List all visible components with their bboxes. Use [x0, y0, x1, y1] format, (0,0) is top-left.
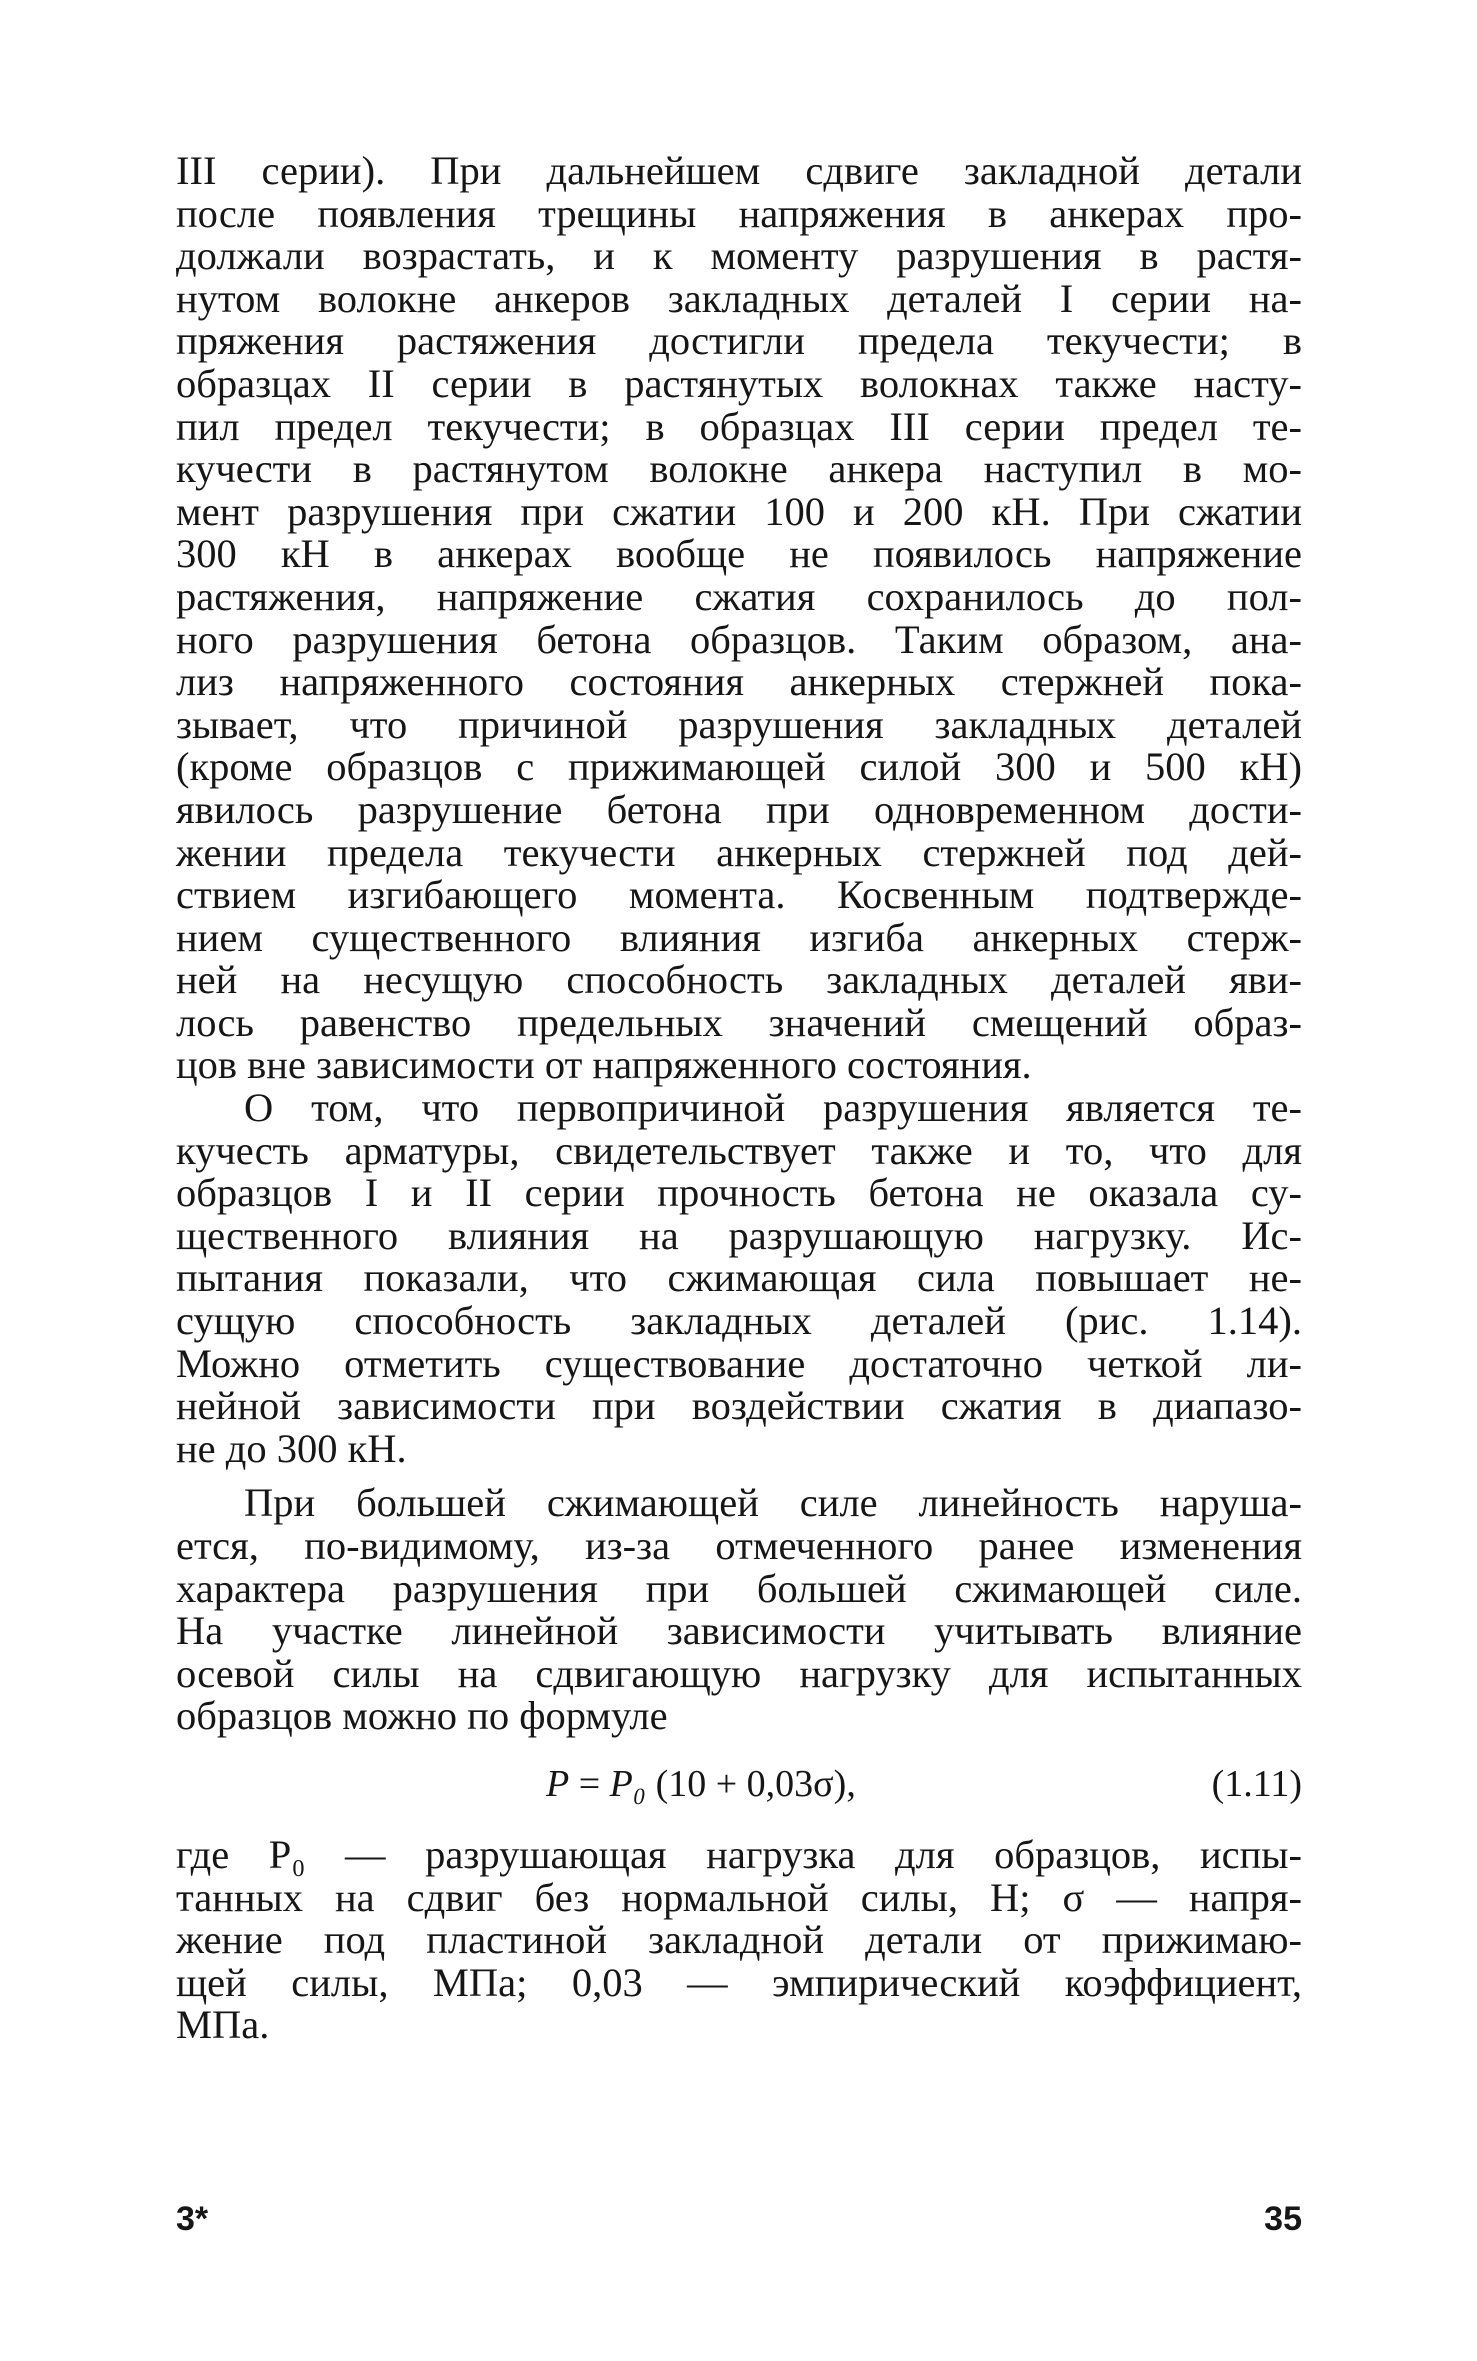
- text-line: III серии). При дальнейшем сдвиге закладной детали: [176, 148, 1302, 193]
- text-line: ется, по-видимому, из-за отмеченного ранее изменения: [176, 1523, 1302, 1568]
- equation-number: (1.11): [1211, 1762, 1302, 1805]
- paragraph-1: [176, 150, 1302, 1087]
- text-line: нием существенного влияния изгиба анкерных стерж-: [176, 914, 1302, 960]
- text-line: нейной зависимости при воздействии сжатия в диапазо-: [176, 1383, 1302, 1429]
- text-line: ного разрушения бетона образцов. Таким образом, ана-: [176, 616, 1302, 662]
- text-line: образцах II серии в растянутых волокнах также насту-: [176, 360, 1302, 406]
- text-line: цов вне зависимости от напряженного состояния.: [176, 1042, 1032, 1088]
- text-line: жение под пластиной закладной детали от прижимаю-: [176, 1917, 1302, 1963]
- paragraph-2: [176, 1087, 1302, 1470]
- text-line: сущую способность закладных деталей (рис. 1.14).: [176, 1298, 1302, 1344]
- text-line: щественного влияния на разрушающую нагрузку. Ис-: [176, 1212, 1302, 1258]
- text-line: должали возрастать, и к моменту разрушения в растя-: [176, 233, 1302, 279]
- formula-p0: P₀: [609, 1762, 647, 1805]
- text-line: танных на сдвиг без нормальной силы, Н; σ — напря-: [176, 1874, 1302, 1920]
- page-body: [176, 150, 1302, 2047]
- text-line: 300 кН в анкерах вообще не появилось напряжение: [176, 531, 1302, 577]
- text-line: лось равенство предельных значений смещений образ-: [176, 999, 1302, 1045]
- formula-1-11: [176, 1738, 1302, 1834]
- text-line: после появления трещины напряжения в анкерах про-: [176, 190, 1302, 236]
- text-line: МПа.: [176, 2002, 270, 2048]
- page-number: 35: [1264, 2200, 1302, 2238]
- text-line: жении предела текучести анкерных стержней под дей-: [176, 829, 1302, 875]
- text-line: щей силы, МПа; 0,03 — эмпирический коэффициент,: [176, 1959, 1302, 2005]
- text-line: зывает, что причиной разрушения закладных деталей: [176, 701, 1302, 747]
- text-line: Можно отметить существование достаточно четкой ли-: [176, 1340, 1302, 1386]
- text-line: ствием изгибающего момента. Косвенным подтвержде-: [176, 872, 1302, 918]
- text-line: не до 300 кН.: [176, 1425, 407, 1471]
- text-line: где P₀ — разрушающая нагрузка для образцов, испы-: [176, 1831, 1302, 1877]
- text-line: лиз напряженного состояния анкерных стержней пока-: [176, 659, 1302, 705]
- text-line: пил предел текучести; в образцах III серии предел те-: [176, 403, 1302, 449]
- text-line: пряжения растяжения достигли предела текучести; в: [176, 318, 1302, 364]
- paragraph-4: [176, 1831, 1302, 2048]
- text-line: растяжения, напряжение сжатия сохранилось до пол-: [176, 573, 1302, 619]
- text-line: образцов можно по формуле: [176, 1693, 668, 1739]
- text-line: ней на несущую способность закладных деталей яви-: [176, 957, 1302, 1003]
- text-line: (кроме образцов с прижимающей силой 300 и 500 кН): [176, 744, 1302, 790]
- text-line: пытания показали, что сжимающая сила повышает не-: [176, 1255, 1302, 1301]
- text-line: характера разрушения при большей сжимающей силе.: [176, 1565, 1302, 1611]
- text-line: кучести в растянутом волокне анкера наступил в мо-: [176, 446, 1302, 492]
- formula-equals: =: [569, 1762, 610, 1805]
- text-line: образцов I и II серии прочность бетона не оказала су-: [176, 1170, 1302, 1216]
- formula-rhs: (10 + 0,03σ),: [646, 1762, 856, 1805]
- text-line: мент разрушения при сжатии 100 и 200 кН. При сжатии: [176, 488, 1302, 534]
- signature-mark: 3*: [176, 2200, 209, 2238]
- text-line: осевой силы на сдвигающую нагрузку для испытанных: [176, 1650, 1302, 1696]
- text-line: явилось разрушение бетона при одновременном дости-: [176, 786, 1302, 832]
- paragraph-3: [176, 1482, 1302, 1738]
- page-footer: [176, 2200, 1302, 2250]
- text-line: кучесть арматуры, свидетельствует также и то, что для: [176, 1127, 1302, 1173]
- formula-expression: [546, 1762, 856, 1806]
- formula-lhs: P: [546, 1762, 570, 1805]
- text-line: О том, что первопричиной разрушения является те-: [244, 1085, 1302, 1131]
- text-line: нутом волокне анкеров закладных деталей I серии на-: [176, 275, 1302, 321]
- text-line: При большей сжимающей силе линейность наруша-: [244, 1480, 1302, 1526]
- text-line: На участке линейной зависимости учитывать влияние: [176, 1608, 1302, 1654]
